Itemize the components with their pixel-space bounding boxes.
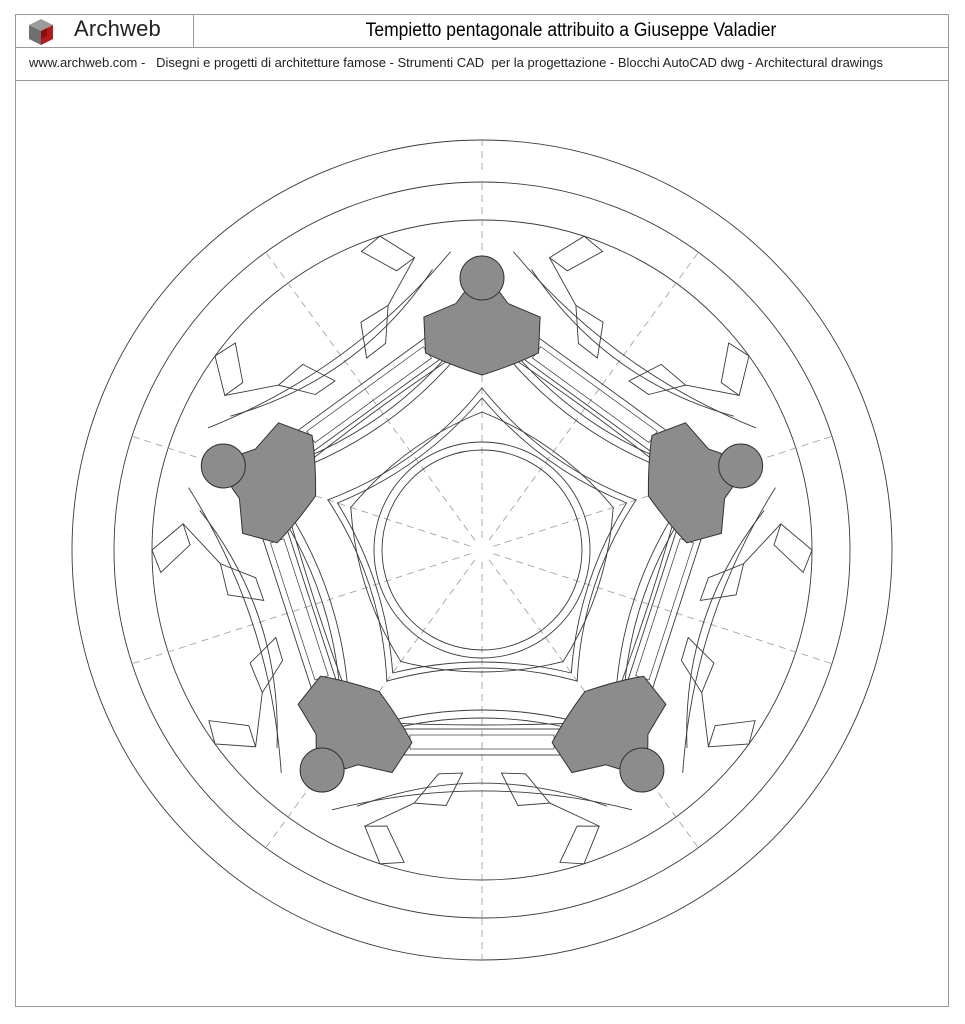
pilaster-plate xyxy=(361,305,388,358)
brand-name: Archweb xyxy=(74,16,161,41)
buttress-wing xyxy=(365,826,404,864)
column-pier xyxy=(648,423,732,543)
buttress-wing xyxy=(774,524,812,573)
scallop-arc xyxy=(513,252,756,428)
buttress-wing xyxy=(209,721,256,747)
panel-rect-inner xyxy=(307,347,432,443)
panel-rect-inner xyxy=(532,347,657,443)
buttress-edge xyxy=(702,693,709,747)
column-shaft xyxy=(201,444,245,488)
pilaster-plate xyxy=(502,773,550,805)
buttress-wing xyxy=(361,236,414,271)
inner-circle xyxy=(382,450,582,650)
buttress-wing xyxy=(152,524,190,573)
column-shaft xyxy=(460,256,504,300)
column-pier xyxy=(232,423,316,543)
buttress-wing xyxy=(550,236,603,271)
buttress-edge xyxy=(183,524,220,564)
buttress-edge xyxy=(686,385,740,395)
column-shaft xyxy=(620,748,664,792)
axis-line xyxy=(132,554,471,664)
site-tagline[interactable]: www.archweb.com - Disegni e progetti di architetture famose - Strumenti CAD per la progettazione - Blocchi AutoCAD dwg - Architectural drawings xyxy=(29,55,884,70)
buttress-edge xyxy=(549,258,575,306)
pilaster-plate xyxy=(681,638,714,693)
drawing-title: Tempietto pentagonale attribuito a Giuseppe Valadier xyxy=(365,20,777,41)
buttress-wing xyxy=(560,826,599,864)
buttress-edge xyxy=(225,385,279,395)
buttress-edge xyxy=(550,803,599,826)
buttress-edge xyxy=(365,803,414,826)
column-shaft xyxy=(300,748,344,792)
pilaster-plate xyxy=(414,773,462,805)
buttress-edge xyxy=(388,258,414,306)
buttress-edge xyxy=(256,693,263,747)
column-shaft xyxy=(719,444,763,488)
pilaster-plate xyxy=(250,638,283,693)
buttress-edge xyxy=(744,524,781,564)
pilaster-plate xyxy=(576,305,603,358)
axis-line xyxy=(493,554,832,664)
buttress-wing xyxy=(708,721,755,747)
